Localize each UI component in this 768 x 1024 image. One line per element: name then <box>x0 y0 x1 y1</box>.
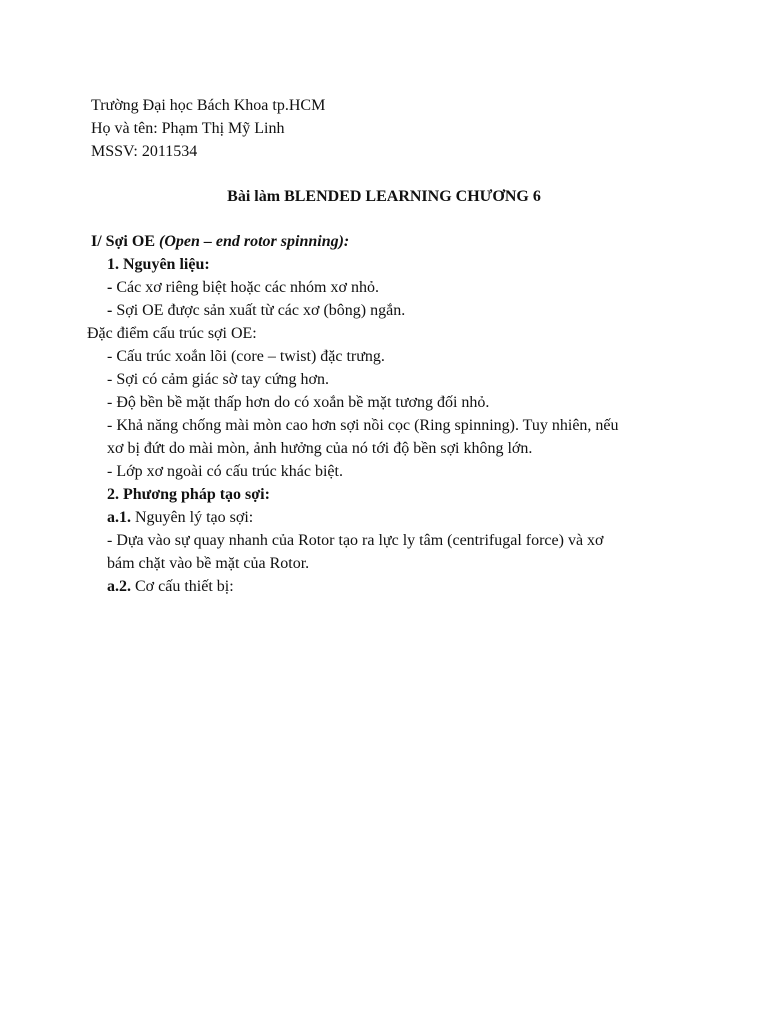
material-bullet <box>107 299 405 322</box>
principle-heading <box>107 506 253 529</box>
bullet-dash: - <box>107 302 113 319</box>
document-title: Bài làm BLENDED LEARNING CHƯƠNG 6 <box>227 188 541 205</box>
feature-line: - Độ bền bề mặt thấp hơn do có xoắn bề mặt tương đối nhỏ. <box>107 394 490 411</box>
bullet-text: Các xơ riêng biệt hoặc các nhóm xơ nhỏ. <box>112 279 379 296</box>
features-heading: Đặc điểm cấu trúc sợi OE: <box>87 325 257 342</box>
school-name: Trường Đại học Bách Khoa tp.HCM <box>91 97 326 114</box>
item-1-heading: 1. Nguyên liệu: <box>107 256 210 273</box>
equipment-label: a.2. <box>107 578 131 595</box>
feature-line: - Lớp xơ ngoài có cấu trúc khác biệt. <box>107 463 343 480</box>
feature-line: xơ bị đứt do mài mòn, ảnh hưởng của nó tới độ bền sợi không lớn. <box>107 440 533 457</box>
section-heading-text: I/ Sợi OE <box>91 233 159 250</box>
principle-text: Nguyên lý tạo sợi: <box>131 509 254 526</box>
section-heading-italic: (Open – end rotor spinning): <box>159 233 350 250</box>
student-id: MSSV: 2011534 <box>91 143 198 160</box>
bullet-text: Sợi OE được sản xuất từ các xơ (bông) ngắn. <box>112 302 406 319</box>
feature-line: - Cấu trúc xoắn lõi (core – twist) đặc trưng. <box>107 348 385 365</box>
item-2-heading: 2. Phương pháp tạo sợi: <box>107 486 270 503</box>
principle-line: bám chặt vào bề mặt của Rotor. <box>107 555 310 572</box>
feature-line: - Sợi có cảm giác sờ tay cứng hơn. <box>107 371 329 388</box>
section-heading <box>91 230 349 253</box>
principle-label: a.1. <box>107 509 131 526</box>
equipment-heading <box>107 575 234 598</box>
bullet-dash: - <box>107 279 113 296</box>
equipment-text: Cơ cấu thiết bị: <box>131 578 234 595</box>
student-name: Họ và tên: Phạm Thị Mỹ Linh <box>91 120 285 137</box>
principle-line: - Dựa vào sự quay nhanh của Rotor tạo ra lực ly tâm (centrifugal force) và xơ <box>107 532 604 549</box>
feature-line: - Khả năng chống mài mòn cao hơn sợi nồi cọc (Ring spinning). Tuy nhiên, nếu <box>107 417 619 434</box>
material-bullet <box>107 276 379 299</box>
